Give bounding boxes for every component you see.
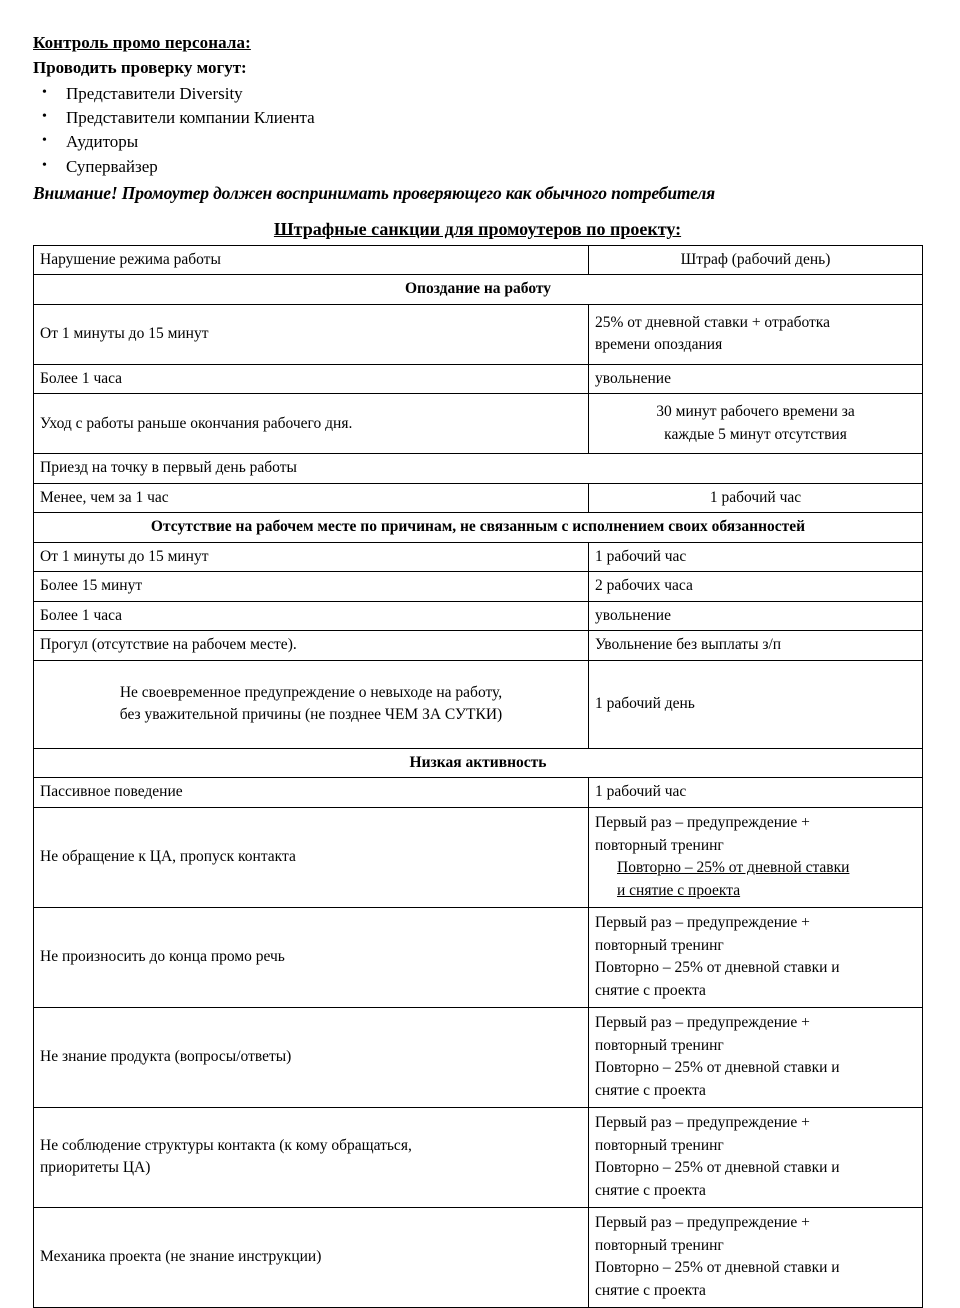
list-item-label: Представители компании Клиента	[66, 108, 315, 128]
violation-late-over-hour: Более 1 часа	[34, 364, 589, 393]
violation-line: Не соблюдение структуры контакта (к кому обращаться,	[40, 1136, 412, 1154]
violation-passive: Пассивное поведение	[34, 778, 589, 807]
violation-less-than-hour: Менее, чем за 1 час	[34, 483, 589, 512]
fine-passive: 1 рабочий час	[589, 778, 923, 807]
violation-line: без уважительной причины (не позднее ЧЕМ ЗА СУТКИ)	[119, 706, 503, 724]
fine-line: Первый раз – предупреждение +	[595, 914, 810, 932]
section-header-low-activity: Низкая активность	[34, 748, 923, 777]
violation-late-1-15: От 1 минуты до 15 минут	[34, 304, 589, 364]
list-item	[33, 82, 922, 106]
table-row	[34, 364, 923, 393]
violation-incomplete-speech: Не произносить до конца промо речь	[34, 907, 589, 1007]
page-title: Контроль промо персонала:	[33, 33, 251, 52]
fine-line: снятие с проекта	[595, 1281, 706, 1299]
list-item	[33, 106, 922, 130]
table-row	[34, 1107, 923, 1207]
fine-line: повторный тренинг	[595, 1136, 724, 1154]
violation-no-contact: Не обращение к ЦА, пропуск контакта	[34, 807, 589, 907]
fine-line: Первый раз – предупреждение +	[595, 1014, 810, 1032]
table-row	[34, 304, 923, 364]
violation-project-mechanics: Механика проекта (не знание инструкции)	[34, 1207, 589, 1307]
fine-late-over-hour: увольнение	[589, 364, 923, 393]
fine-line-emphasis: Повторно – 25% от дневной ставки	[617, 859, 850, 877]
table-row	[34, 631, 923, 660]
fine-line: каждые 5 минут отсутствия	[664, 425, 847, 443]
bullet-icon: •	[42, 85, 47, 101]
violation-absence-over-hour: Более 1 часа	[34, 601, 589, 630]
fine-absence-over-hour: увольнение	[589, 601, 923, 630]
column-header-violation: Нарушение режима работы	[34, 245, 589, 274]
fine-absence-1-15: 1 рабочий час	[589, 542, 923, 571]
fine-line: снятие с проекта	[595, 981, 706, 999]
fine-line-emphasis: и снятие с проекта	[617, 881, 741, 899]
table-row	[34, 1007, 923, 1107]
bullet-icon: •	[42, 109, 47, 125]
table-row	[34, 483, 923, 512]
fine-line: Первый раз – предупреждение +	[595, 1214, 810, 1232]
fine-incomplete-speech	[589, 907, 923, 1007]
fine-truancy: Увольнение без выплаты з/п	[589, 631, 923, 660]
column-header-fine: Штраф (рабочий день)	[589, 245, 923, 274]
table-row	[34, 660, 923, 748]
fine-line: Повторно – 25% от дневной ставки и	[595, 1059, 840, 1077]
fine-line: времени опоздания	[595, 336, 723, 354]
fine-no-contact	[589, 807, 923, 907]
fine-line: повторный тренинг	[595, 1236, 724, 1254]
inspectors-list	[33, 82, 922, 179]
fine-line: повторный тренинг	[595, 836, 724, 854]
table-section-row-late	[34, 275, 923, 304]
violation-early-leave: Уход с работы раньше окончания рабочего дня.	[34, 394, 589, 454]
attention-notice: Внимание! Промоутер должен воспринимать проверяющего как обычного потребителя	[33, 182, 716, 203]
section-header-late: Опоздание на работу	[34, 275, 923, 304]
fine-early-leave	[589, 394, 923, 454]
list-item-label: Супервайзер	[66, 156, 158, 176]
table-row	[34, 454, 923, 483]
fine-no-product-knowledge	[589, 1007, 923, 1107]
fine-contact-structure	[589, 1107, 923, 1207]
fine-no-notice: 1 рабочий день	[589, 660, 923, 748]
table-row	[34, 778, 923, 807]
table-section-row-absence	[34, 513, 923, 542]
fine-line: Первый раз – предупреждение +	[595, 814, 810, 832]
list-item-label: Представители Diversity	[66, 84, 243, 104]
inspectors-subtitle: Проводить проверку могут:	[33, 57, 247, 77]
violation-no-product-knowledge: Не знание продукта (вопросы/ответы)	[34, 1007, 589, 1107]
fine-line: повторный тренинг	[595, 936, 724, 954]
fine-absence-over-15: 2 рабочих часа	[589, 572, 923, 601]
table-header-row	[34, 245, 923, 274]
table-row	[34, 1207, 923, 1307]
intro-block	[33, 32, 922, 205]
table-row	[34, 572, 923, 601]
fine-project-mechanics	[589, 1207, 923, 1307]
table-section-row-low-activity	[34, 748, 923, 777]
violation-no-notice	[34, 660, 589, 748]
fine-line: 25% от дневной ставки + отработка	[595, 313, 830, 331]
violation-line: приоритеты ЦА)	[40, 1159, 151, 1177]
fines-table-title: Штрафные санкции для промоутеров по проекту:	[273, 218, 682, 239]
table-row	[34, 907, 923, 1007]
fine-line: Первый раз – предупреждение +	[595, 1114, 810, 1132]
list-item	[33, 155, 922, 179]
bullet-icon: •	[42, 133, 47, 149]
violation-absence-over-15: Более 15 минут	[34, 572, 589, 601]
section-header-absence: Отсутствие на рабочем месте по причинам, не связанным с исполнением своих обязанностей	[34, 513, 923, 542]
fine-line: Повторно – 25% от дневной ставки и	[595, 959, 840, 977]
bullet-icon: •	[42, 157, 47, 173]
fine-line: снятие с проекта	[595, 1081, 706, 1099]
fine-line: Повторно – 25% от дневной ставки и	[595, 1159, 840, 1177]
fine-line: повторный тренинг	[595, 1036, 724, 1054]
violation-absence-1-15: От 1 минуты до 15 минут	[34, 542, 589, 571]
fine-line: 30 минут рабочего времени за	[656, 403, 855, 421]
fine-less-than-hour: 1 рабочий час	[589, 483, 923, 512]
fine-late-1-15	[589, 304, 923, 364]
table-row	[34, 542, 923, 571]
violation-first-day-arrival: Приезд на точку в первый день работы	[34, 454, 923, 483]
fine-line: снятие с проекта	[595, 1181, 706, 1199]
fines-table	[33, 245, 923, 1308]
violation-line: Не своевременное предупреждение о невыходе на работу,	[119, 683, 503, 701]
table-row	[34, 394, 923, 454]
table-row	[34, 601, 923, 630]
list-item-label: Аудиторы	[66, 132, 139, 152]
fine-line: Повторно – 25% от дневной ставки и	[595, 1259, 840, 1277]
violation-truancy: Прогул (отсутствие на рабочем месте).	[34, 631, 589, 660]
table-row	[34, 807, 923, 907]
violation-contact-structure	[34, 1107, 589, 1207]
list-item	[33, 130, 922, 154]
